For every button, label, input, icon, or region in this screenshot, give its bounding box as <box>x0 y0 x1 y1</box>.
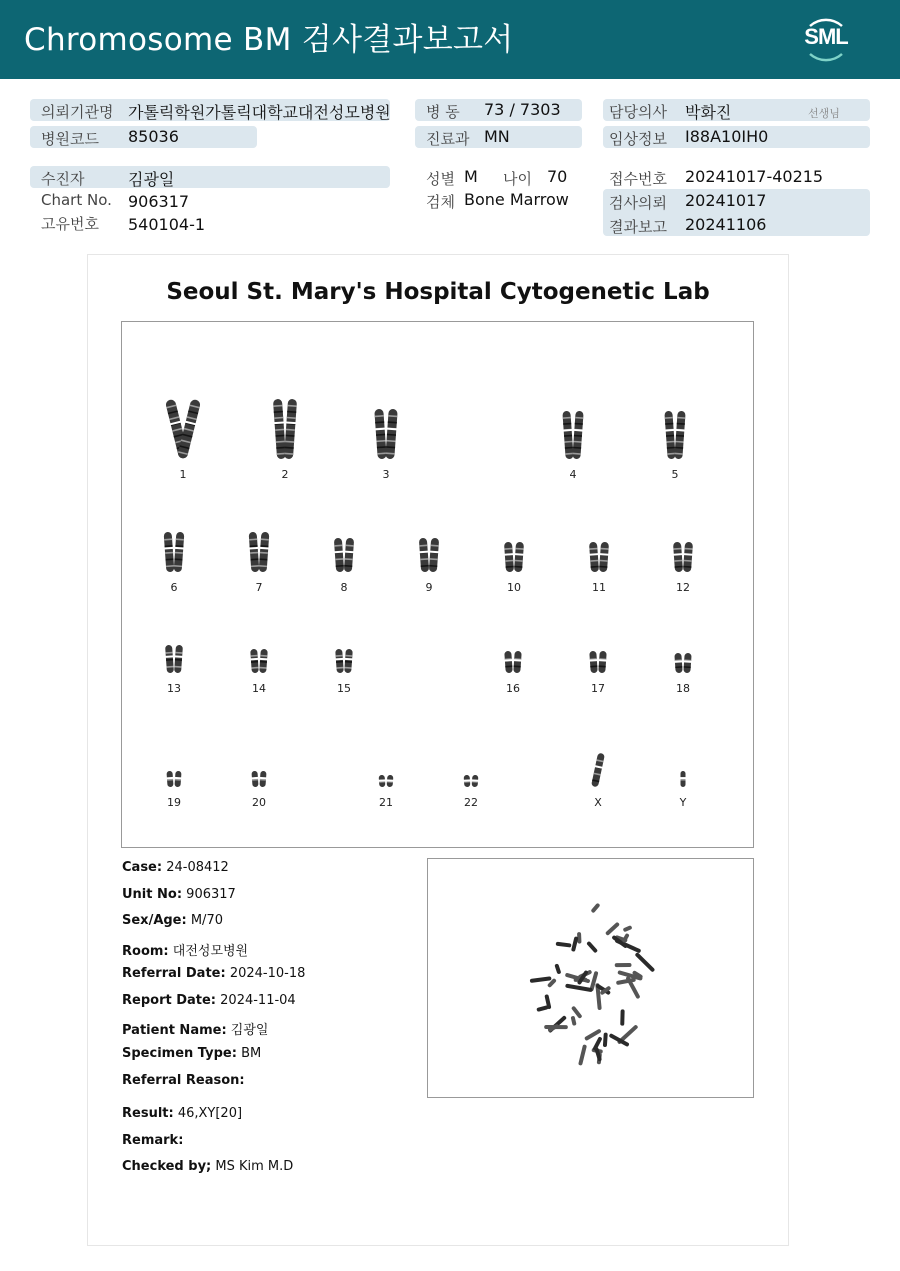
age-label: 나이 <box>503 170 532 188</box>
chromosome-label: 1 <box>179 468 187 481</box>
karyotype-image <box>121 321 754 848</box>
metaphase-chromosome <box>615 963 632 967</box>
chromosome-21-pair <box>356 772 416 790</box>
clinical-label: 임상정보 <box>609 130 667 148</box>
chromosome-4-pair <box>543 408 603 462</box>
metaphase-chromosome <box>605 922 620 936</box>
case-line <box>122 860 229 875</box>
checked-value: MS Kim M.D <box>215 1159 294 1174</box>
chromosome-label: Y <box>679 796 687 809</box>
chromosome-label: 6 <box>170 581 178 594</box>
chromosome-label: 12 <box>676 581 690 594</box>
chromosome-label: 16 <box>506 682 520 695</box>
request-label: 검사의뢰 <box>609 194 667 212</box>
metaphase-chromosome <box>586 941 598 954</box>
room-line <box>122 940 248 959</box>
metaphase-chromosome <box>614 938 641 953</box>
chromosome-label: 18 <box>676 682 690 695</box>
chromosome-label: 7 <box>255 581 263 594</box>
metaphase-chromosome <box>635 952 656 973</box>
doctor-value: 박화진 <box>685 103 732 122</box>
ward-label: 병 동 <box>426 103 460 121</box>
chromosome-18-pair <box>653 650 713 676</box>
metaphase-chromosome <box>578 1044 587 1065</box>
age-value: 70 <box>547 167 568 186</box>
chart-label: Chart No. <box>41 191 112 209</box>
chromosome-1-pair <box>153 396 213 462</box>
patient-label: 수진자 <box>41 170 85 188</box>
unit-label: Unit No: <box>122 887 183 902</box>
metaphase-chromosome <box>530 976 552 983</box>
id-value: 540104-1 <box>128 215 206 234</box>
receipt-label: 접수번호 <box>609 170 667 188</box>
metaphase-chromosome <box>554 963 561 974</box>
chromosome-13-pair <box>144 642 204 676</box>
refdate-value: 2024-10-18 <box>229 966 306 981</box>
chromosome-19-pair <box>144 768 204 790</box>
result-value: 46,XY[20] <box>177 1106 243 1121</box>
chromosome-label: 22 <box>464 796 478 809</box>
org-value: 가톨릭학원가톨릭대학교대전성모병원 <box>128 103 391 122</box>
room-label: Room: <box>122 944 169 959</box>
metaphase-spread-graphic <box>428 859 753 1097</box>
name-label: Patient Name: <box>122 1023 227 1038</box>
sexage-label: Sex/Age: <box>122 913 187 928</box>
chromosome-label: 13 <box>167 682 181 695</box>
metaphase-chromosome <box>571 1016 577 1026</box>
id-label: 고유번호 <box>41 215 99 233</box>
unit-line <box>122 887 236 902</box>
remark-line <box>122 1133 183 1148</box>
metaphase-chromosome <box>565 984 593 993</box>
hosp-code-value: 85036 <box>128 127 179 146</box>
refdate-line <box>122 966 305 981</box>
chromosome-5-pair <box>645 408 705 462</box>
dept-label: 진료과 <box>426 130 470 148</box>
doctor-suffix: 선생님 <box>808 107 840 120</box>
org-label: 의뢰기관명 <box>41 103 114 121</box>
ward-value: 73 / 7303 <box>484 100 561 119</box>
chromosome-label: 11 <box>592 581 606 594</box>
chromosome-label: X <box>594 796 602 809</box>
chromosome-label: 8 <box>340 581 348 594</box>
chromosome-3-pair <box>356 406 416 462</box>
chromosome-6-pair <box>144 529 204 575</box>
metaphase-chromosome <box>571 936 579 952</box>
metaphase-spread-image <box>427 858 754 1098</box>
case-label: Case: <box>122 860 163 875</box>
chromosome-label: 4 <box>569 468 577 481</box>
chromosome-7-pair <box>229 529 289 575</box>
chromosome-X-pair <box>568 750 628 790</box>
chromosome-label: 20 <box>252 796 266 809</box>
clinical-value: I88A10IH0 <box>685 127 769 146</box>
hosp-code-label: 병원코드 <box>41 130 99 148</box>
sex-label: 성별 <box>426 170 455 188</box>
chromosome-11-pair <box>569 539 629 575</box>
request-value: 20241017 <box>685 191 767 210</box>
chromosome-label: 2 <box>281 468 289 481</box>
report-title: Chromosome BM 검사결과보고서 <box>24 22 514 58</box>
name-line <box>122 1019 268 1038</box>
checked-label: Checked by; <box>122 1159 212 1174</box>
spec-label: Specimen Type: <box>122 1046 237 1061</box>
reason-label: Referral Reason: <box>122 1073 245 1088</box>
chromosome-label: 17 <box>591 682 605 695</box>
repdate-label: Report Date: <box>122 993 217 1008</box>
chromosome-label: 5 <box>671 468 679 481</box>
chromosome-17-pair <box>568 648 628 676</box>
chromosome-8-pair <box>314 535 374 575</box>
receipt-value: 20241017-40215 <box>685 167 824 186</box>
case-value: 24-08412 <box>166 860 229 875</box>
lab-title: Seoul St. Mary's Hospital Cytogenetic Lab <box>166 279 710 305</box>
result-label: Result: <box>122 1106 174 1121</box>
report-date-value: 20241106 <box>685 215 767 234</box>
spec-value: BM <box>241 1046 262 1061</box>
patient-value: 김광일 <box>128 170 175 189</box>
sexage-value: M/70 <box>190 913 223 928</box>
checked-line <box>122 1159 293 1174</box>
chromosome-Y-pair <box>653 768 713 790</box>
result-line <box>122 1106 242 1121</box>
remark-label: Remark: <box>122 1133 184 1148</box>
chromosome-label: 21 <box>379 796 393 809</box>
report-header <box>0 0 900 79</box>
metaphase-chromosome <box>620 1009 624 1025</box>
logo-text: SML <box>804 24 848 49</box>
specimen-label: 검체 <box>426 193 455 211</box>
repdate-value: 2024-11-04 <box>220 993 296 1008</box>
dept-value: MN <box>484 127 510 146</box>
chromosome-9-pair <box>399 535 459 575</box>
sml-logo <box>798 12 854 68</box>
chromosome-2-pair <box>255 396 315 462</box>
metaphase-chromosome <box>556 942 572 948</box>
chromosome-14-pair <box>229 646 289 676</box>
sex-value: M <box>464 167 478 186</box>
chromosome-10-pair <box>484 539 544 575</box>
refdate-label: Referral Date: <box>122 966 226 981</box>
sexage-line <box>122 913 223 928</box>
chromosome-label: 15 <box>337 682 351 695</box>
reason-line <box>122 1073 245 1088</box>
metaphase-chromosome <box>603 1033 608 1048</box>
room-value: 대전성모병원 <box>172 944 249 959</box>
chromosome-22-pair <box>441 772 501 790</box>
specimen-value: Bone Marrow <box>464 190 569 209</box>
metaphase-chromosome <box>590 903 600 914</box>
chromosome-label: 9 <box>425 581 433 594</box>
chromosome-16-pair <box>483 648 543 676</box>
unit-value: 906317 <box>186 887 236 902</box>
chart-value: 906317 <box>128 192 190 211</box>
chromosome-12-pair <box>653 539 713 575</box>
chromosome-label: 19 <box>167 796 181 809</box>
chromosome-15-pair <box>314 646 374 676</box>
name-value: 김광일 <box>230 1023 269 1038</box>
metaphase-chromosome <box>547 1024 559 1033</box>
repdate-line <box>122 993 296 1008</box>
chromosome-label: 10 <box>507 581 521 594</box>
chromosome-label: 3 <box>382 468 390 481</box>
chromosome-label: 14 <box>252 682 266 695</box>
chromosome-20-pair <box>229 768 289 790</box>
report-date-label: 결과보고 <box>609 218 667 236</box>
spec-line <box>122 1046 261 1061</box>
doctor-label: 담당의사 <box>609 103 667 121</box>
metaphase-chromosome <box>623 925 633 932</box>
